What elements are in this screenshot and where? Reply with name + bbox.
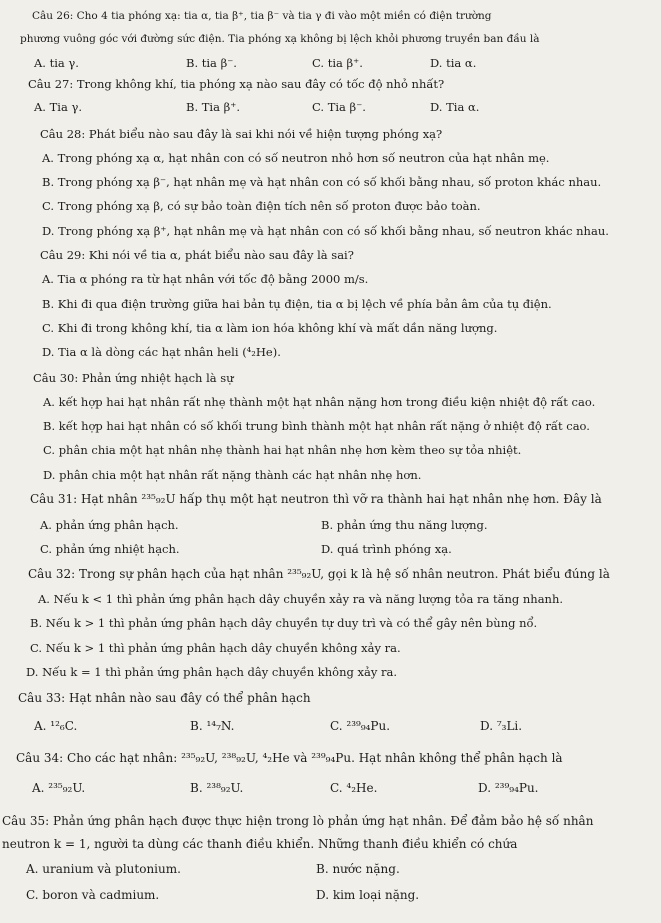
q33-option-c: C. ²³⁹₉₄Pu. bbox=[330, 719, 391, 733]
q27-option-a: A. Tia γ. bbox=[34, 100, 83, 114]
q28-stem: Câu 28: Phát biểu nào sau đây là sai khi nói về hiện tượng phóng xạ? bbox=[40, 127, 443, 141]
q33-stem: Câu 33: Hạt nhân nào sau đây có thể phân hạch bbox=[18, 691, 311, 705]
q34-option-b: B. ²³⁸₉₂U. bbox=[190, 781, 244, 795]
q32-option-a: A. Nếu k < 1 thì phản ứng phân hạch dây chuyền xảy ra và năng lượng tỏa ra tăng nhanh. bbox=[38, 592, 564, 606]
q28-option-b: B. Trong phóng xạ β⁻, hạt nhân mẹ và hạt nhân con có số khối bằng nhau, số proton khác nhau. bbox=[42, 175, 602, 189]
q30-option-a: A. kết hợp hai hạt nhân rất nhẹ thành một hạt nhân nặng hơn trong điều kiện nhiệt độ rất cao. bbox=[43, 395, 596, 409]
q28-option-c: C. Trong phóng xạ β, có sự bảo toàn điện tích nên số proton được bảo toàn. bbox=[42, 199, 481, 213]
q32-option-c: C. Nếu k > 1 thì phản ứng phân hạch dây chuyền không xảy ra. bbox=[30, 641, 401, 655]
q27-option-d: D. Tia α. bbox=[430, 100, 480, 114]
q35-option-c: C. boron và cadmium. bbox=[26, 888, 160, 902]
q26-stem-cont: phương vuông góc với đường sức điện. Tia phóng xạ không bị lệch khỏi phương truyền ban đầu là bbox=[20, 33, 540, 45]
q30-option-c: C. phân chia một hạt nhân nhẹ thành hai hạt nhân nhẹ hơn kèm theo sự tỏa nhiệt. bbox=[43, 443, 522, 457]
q27-option-b: B. Tia β⁺. bbox=[186, 100, 240, 114]
q26-option-d: D. tia α. bbox=[430, 56, 477, 70]
q29-stem: Câu 29: Khi nói về tia α, phát biểu nào sau đây là sai? bbox=[40, 248, 354, 262]
q28-option-d: D. Trong phóng xạ β⁺, hạt nhân mẹ và hạt nhân con có số khối bằng nhau, số neutron khác nhau. bbox=[42, 224, 609, 238]
q29-option-d: D. Tia α là dòng các hạt nhân heli (⁴₂He). bbox=[42, 345, 281, 359]
q29-option-b: B. Khi đi qua điện trường giữa hai bản tụ điện, tia α bị lệch về phía bản âm của tụ điện. bbox=[42, 297, 552, 311]
q34-option-a: A. ²³⁵₉₂U. bbox=[32, 781, 86, 795]
q30-stem: Câu 30: Phản ứng nhiệt hạch là sự bbox=[33, 371, 234, 385]
q35-option-d: D. kim loại nặng. bbox=[316, 888, 420, 902]
q35-stem-cont: neutron k = 1, người ta dùng các thanh điều khiển. Những thanh điều khiển có chứa bbox=[2, 837, 518, 851]
q29-option-a: A. Tia α phóng ra từ hạt nhân với tốc độ bằng 2000 m/s. bbox=[42, 272, 369, 286]
q32-stem: Câu 32: Trong sự phân hạch của hạt nhân ²³⁵₉₂U, gọi k là hệ số nhân neutron. Phát biểu đúng là bbox=[28, 567, 610, 581]
q26-option-c: C. tia β⁺. bbox=[312, 56, 363, 70]
q33-option-d: D. ⁷₃Li. bbox=[480, 719, 523, 733]
q31-option-c: C. phản ứng nhiệt hạch. bbox=[40, 542, 180, 556]
q34-option-d: D. ²³⁹₉₄Pu. bbox=[478, 781, 539, 795]
q27-stem: Câu 27: Trong không khí, tia phóng xạ nào sau đây có tốc độ nhỏ nhất? bbox=[28, 77, 445, 91]
q35-stem: Câu 35: Phản ứng phân hạch được thực hiện trong lò phản ứng hạt nhân. Để đảm bảo hệ số nhân bbox=[2, 814, 594, 828]
q35-option-b: B. nước nặng. bbox=[316, 862, 400, 876]
q26-option-b: B. tia β⁻. bbox=[186, 56, 237, 70]
q33-option-b: B. ¹⁴₇N. bbox=[190, 719, 235, 733]
q30-option-d: D. phân chia một hạt nhân rất nặng thành các hạt nhân nhẹ hơn. bbox=[43, 468, 422, 482]
q28-option-a: A. Trong phóng xạ α, hạt nhân con có số neutron nhỏ hơn số neutron của hạt nhân mẹ. bbox=[42, 151, 550, 165]
q31-stem: Câu 31: Hạt nhân ²³⁵₉₂U hấp thụ một hạt neutron thì vỡ ra thành hai hạt nhân nhẹ hơn. Đây là bbox=[30, 492, 602, 506]
q29-option-c: C. Khi đi trong không khí, tia α làm ion hóa không khí và mất dần năng lượng. bbox=[42, 321, 498, 335]
q26-stem: Câu 26: Cho 4 tia phóng xạ: tia α, tia β⁺, tia β⁻ và tia γ đi vào một miền có điện trường bbox=[32, 10, 492, 22]
q31-option-b: B. phản ứng thu năng lượng. bbox=[321, 518, 488, 532]
q27-option-c: C. Tia β⁻. bbox=[312, 100, 366, 114]
q34-option-c: C. ⁴₂He. bbox=[330, 781, 378, 795]
q35-option-a: A. uranium và plutonium. bbox=[26, 862, 181, 876]
q32-option-d: D. Nếu k = 1 thì phản ứng phân hạch dây chuyền không xảy ra. bbox=[26, 665, 398, 679]
q32-option-b: B. Nếu k > 1 thì phản ứng phân hạch dây chuyền tự duy trì và có thể gây nên bùng nổ. bbox=[30, 616, 538, 630]
q26-option-a: A. tia γ. bbox=[34, 56, 79, 70]
q34-stem: Câu 34: Cho các hạt nhân: ²³⁵₉₂U, ²³⁸₉₂U, ⁴₂He và ²³⁹₉₄Pu. Hạt nhân không thể phân hạch là bbox=[16, 751, 563, 765]
q31-option-a: A. phản ứng phân hạch. bbox=[40, 518, 179, 532]
q31-option-d: D. quá trình phóng xạ. bbox=[321, 542, 452, 556]
q30-option-b: B. kết hợp hai hạt nhân có số khối trung bình thành một hạt nhân rất nặng ở nhiệt độ rất cao. bbox=[43, 419, 590, 433]
q33-option-a: A. ¹²₆C. bbox=[34, 719, 78, 733]
